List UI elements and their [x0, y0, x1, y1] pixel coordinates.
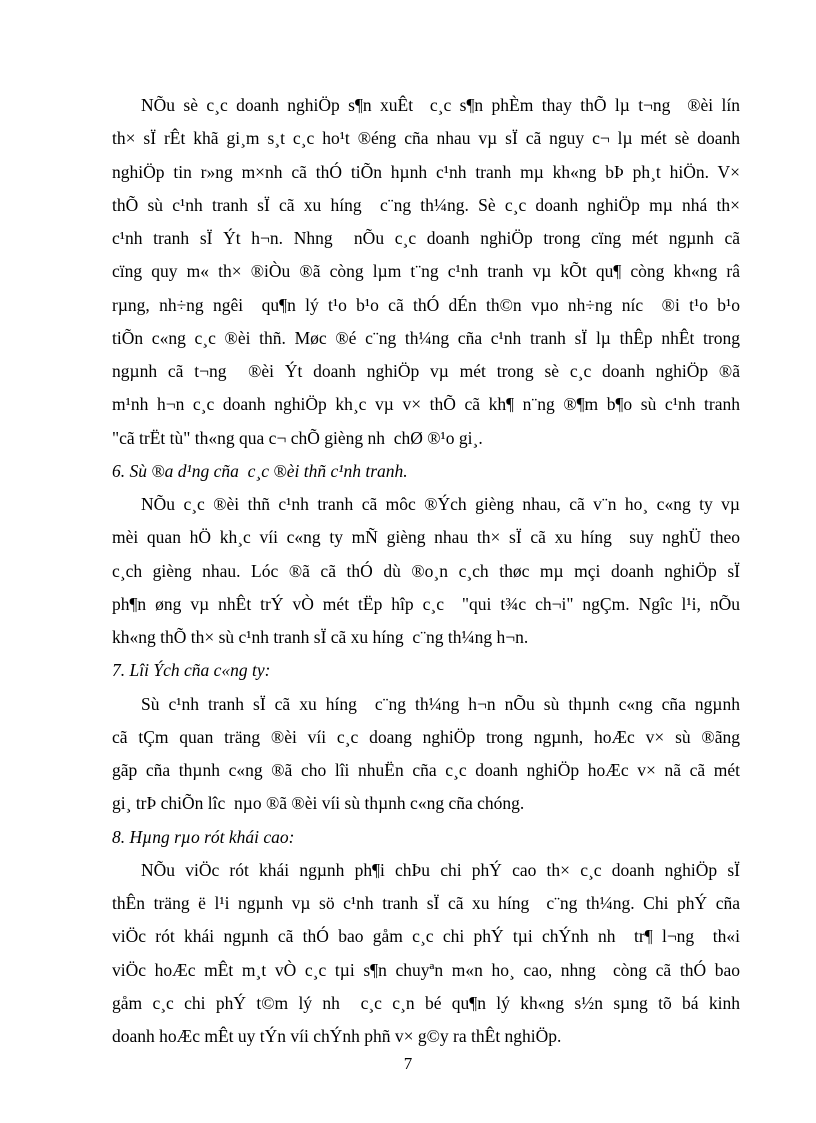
section-heading: 7. Lîi Ých cña c«ng ty: — [112, 660, 271, 680]
text-line: kh«ng thÕ th× sù c¹nh tranh sÏ cã xu híng c¨ng th¼ng h¬n. — [112, 627, 529, 647]
text-line: gi¸ trÞ chiÕn lîc nµo ®ã ®èi víi sù thµnh c«ng cña chóng. — [112, 793, 525, 813]
text-line: cã tÇm quan träng ®èi víi c¸c doang nghiÖp trong ngµnh, hoÆc v× sù ®ãng — [112, 727, 740, 747]
text-line: ngµnh cã t¬ng ®èi Ýt doanh nghiÖp vµ mét trong sè c¸c doanh nghiÖp ®ã — [112, 361, 740, 381]
text-line: viÖc rót khái ngµnh cã thÓ bao gåm c¸c chi phÝ tµi chÝnh nh tr¶ l¬ng th«i — [112, 926, 740, 946]
text-line: thÕ sù c¹nh tranh sÏ cã xu híng c¨ng th¼ng. Sè c¸c doanh nghiÖp mµ nhá th× — [112, 195, 740, 215]
text-line: NÕu viÖc rót khái ngµnh ph¶i chÞu chi phÝ cao th× c¸c doanh nghiÖp sÏ — [141, 860, 740, 880]
text-line: Sù c¹nh tranh sÏ cã xu híng c¨ng th¼ng h¬n nÕu sù thµnh c«ng cña ngµnh — [141, 694, 740, 714]
text-line: mèi quan hÖ kh¸c víi c«ng ty mÑ gièng nhau th× sÏ cã xu híng suy nghÜ theo — [112, 527, 740, 547]
page-number: 7 — [403, 1054, 413, 1073]
text-line: th× sÏ rÊt khã gi¸m s¸t c¸c ho¹t ®éng cña nhau vµ sÏ cã nguy c¬ lµ mét sè doanh — [112, 128, 740, 148]
text-line: viÖc hoÆc mÊt m¸t vÒ c¸c tµi s¶n chuyªn m«n ho¸ cao, nhng còng cã thÓ bao — [112, 960, 740, 980]
text-line: "cã trËt tù" th«ng qua c¬ chÕ gièng nh chØ ®¹o gi¸. — [112, 428, 483, 448]
text-line: gåm c¸c chi phÝ t©m lý nh c¸c c¸n bé qu¶n lý kh«ng s½n sµng tõ bá kinh — [112, 993, 740, 1013]
text-line: cïng quy m« th× ®iÒu ®ã còng lµm t¨ng c¹nh tranh vµ kÕt qu¶ còng kh«ng râ — [112, 261, 740, 281]
text-line: ph¶n øng vµ nhÊt trÝ vÒ mét tËp hîp c¸c "qui t¾c ch¬i" ngÇm. Ngîc l¹i, nÕu — [112, 594, 740, 614]
text-line: rµng, nh÷ng ngêi qu¶n lý t¹o b¹o cã thÓ dÉn th©n vµo nh÷ng níc ®i t¹o b¹o — [112, 295, 740, 315]
text-line: c¹nh tranh sÏ Ýt h¬n. Nhng nÕu c¸c doanh nghiÖp trong cïng mét ngµnh cã — [112, 228, 740, 248]
text-line: NÕu c¸c ®èi thñ c¹nh tranh cã môc ®Ých gièng nhau, cã v¨n ho¸ c«ng ty vµ — [141, 494, 740, 514]
text-line: c¸ch gièng nhau. Lóc ®ã cã thÓ dù ®o¸n c¸ch thøc mµ mçi doanh nghiÖp sÏ — [112, 561, 740, 581]
text-line: NÕu sè c¸c doanh nghiÖp s¶n xuÊt c¸c s¶n phÈm thay thÕ lµ t¬ng ®èi lín — [141, 95, 740, 115]
text-line: thÊn träng ë l¹i ngµnh vµ sö c¹nh tranh sÏ cã xu híng c¨ng th¼ng. Chi phÝ cña — [112, 893, 740, 913]
text-line: tiÕn c«ng c¸c ®èi thñ. Møc ®é c¨ng th¼ng cña c¹nh tranh sÏ lµ thÊp nhÊt trong — [112, 328, 740, 348]
text-line: doanh hoÆc mÊt uy tÝn víi chÝnh phñ v× g©y ra thÊt nghiÖp. — [112, 1026, 562, 1046]
text-line: nghiÖp tin r»ng m×nh cã thÓ tiÕn hµnh c¹nh tranh mµ kh«ng bÞ ph¸t hiÖn. V× — [112, 162, 740, 182]
text-line: m¹nh h¬n c¸c doanh nghiÖp kh¸c vµ v× thÕ cã kh¶ n¨ng ®¶m b¶o sù c¹nh tranh — [112, 394, 740, 414]
section-heading: 8. Hµng rµo rót khái cao: — [112, 827, 295, 847]
text-line: gãp cña thµnh c«ng ®ã cho lîi nhuËn cña c¸c doanh nghiÖp hoÆc v× nã cã mét — [112, 760, 740, 780]
section-heading: 6. Sù ®a d¹ng cña c¸c ®èi thñ c¹nh tranh. — [112, 461, 408, 481]
